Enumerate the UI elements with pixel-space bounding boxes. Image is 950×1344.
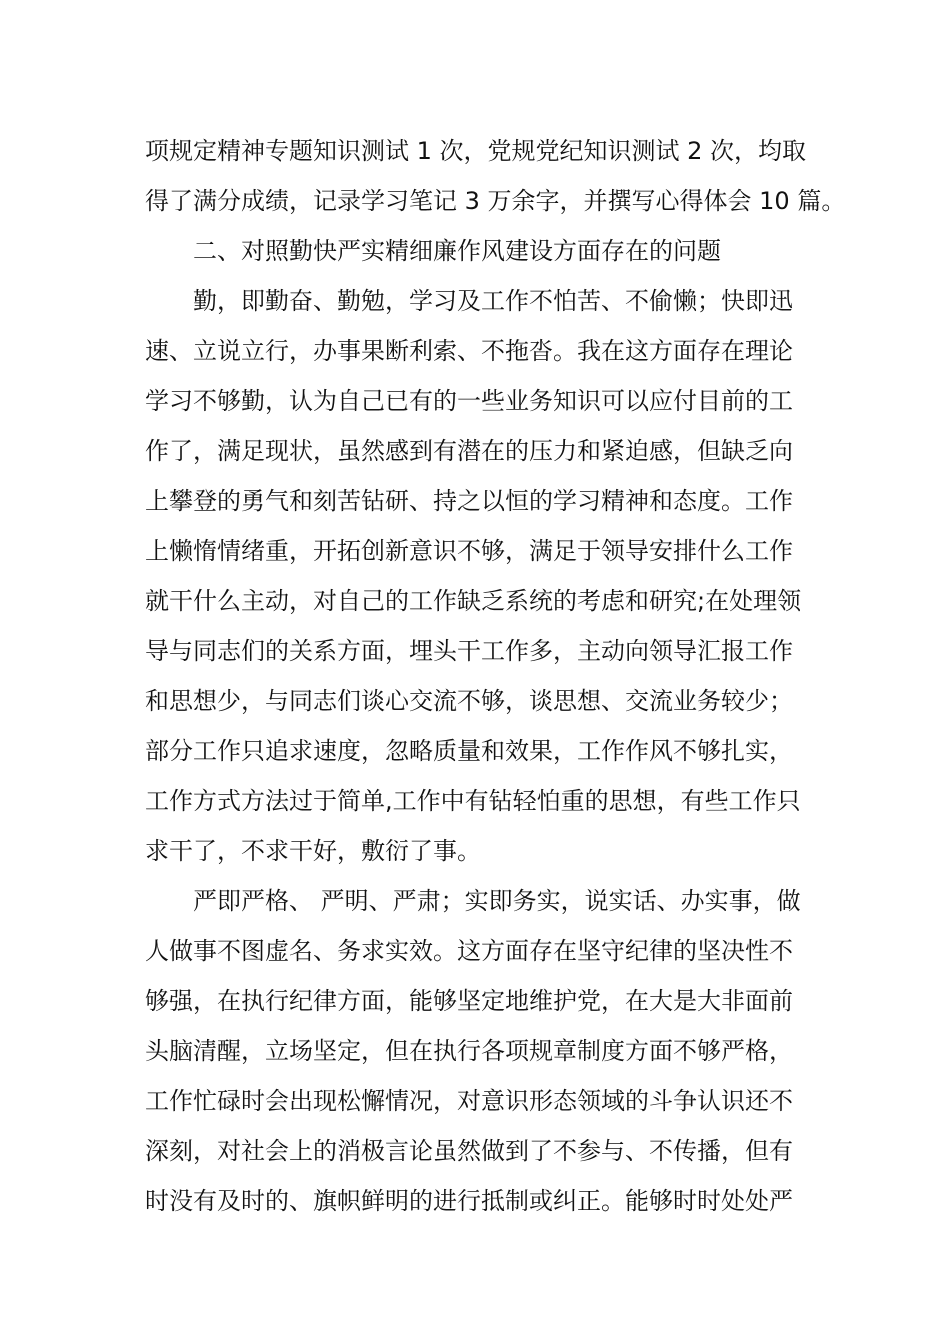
text-line: 够强，在执行纪律方面，能够坚定地维护党，在大是大非面前	[145, 987, 793, 1015]
text-line: 项规定精神专题知识测试 1 次，党规党纪知识测试 2 次，均取	[145, 137, 807, 165]
text-line: 作了，满足现状，虽然感到有潜在的压力和紧迫感，但缺乏向	[145, 437, 793, 465]
text-line: 部分工作只追求速度，忽略质量和效果，工作作风不够扎实，	[145, 737, 793, 765]
text-line: 头脑清醒，立场坚定，但在执行各项规章制度方面不够严格，	[145, 1037, 793, 1065]
text-line: 时没有及时的、旗帜鲜明的进行抵制或纠正。能够时时处处严	[145, 1187, 793, 1215]
text-line: 求干了，不求干好，敷衍了事。	[145, 837, 481, 865]
paragraph-first-line: 严即严格、 严明、严肃；实即务实，说实话、办实事，做	[193, 887, 801, 915]
section-heading: 二、对照勤快严实精细廉作风建设方面存在的问题	[193, 237, 721, 265]
text-line: 就干什么主动，对自己的工作缺乏系统的考虑和研究;在处理领	[145, 587, 802, 615]
text-line: 速、立说立行，办事果断利索、不拖沓。我在这方面存在理论	[145, 337, 793, 365]
text-line: 深刻，对社会上的消极言论虽然做到了不参与、不传播，但有	[145, 1137, 793, 1165]
text-line: 上攀登的勇气和刻苦钻研、持之以恒的学习精神和态度。工作	[145, 487, 793, 515]
text-line: 上懒惰情绪重，开拓创新意识不够，满足于领导安排什么工作	[145, 537, 793, 565]
text-line: 学习不够勤，认为自己已有的一些业务知识可以应付目前的工	[145, 387, 793, 415]
paragraph-first-line: 勤，即勤奋、勤勉，学习及工作不怕苦、不偷懒；快即迅	[193, 287, 793, 315]
text-line: 得了满分成绩，记录学习笔记 3 万余字，并撰写心得体会 10 篇。	[145, 187, 846, 215]
text-line: 工作忙碌时会出现松懈情况，对意识形态领域的斗争认识还不	[145, 1087, 793, 1115]
text-line: 导与同志们的关系方面，埋头干工作多，主动向领导汇报工作	[145, 637, 793, 665]
text-line: 和思想少，与同志们谈心交流不够，谈思想、交流业务较少；	[145, 687, 793, 715]
text-line: 人做事不图虚名、务求实效。这方面存在坚守纪律的坚决性不	[145, 937, 793, 965]
text-line: 工作方式方法过于简单,工作中有钻轻怕重的思想，有些工作只	[145, 787, 801, 815]
